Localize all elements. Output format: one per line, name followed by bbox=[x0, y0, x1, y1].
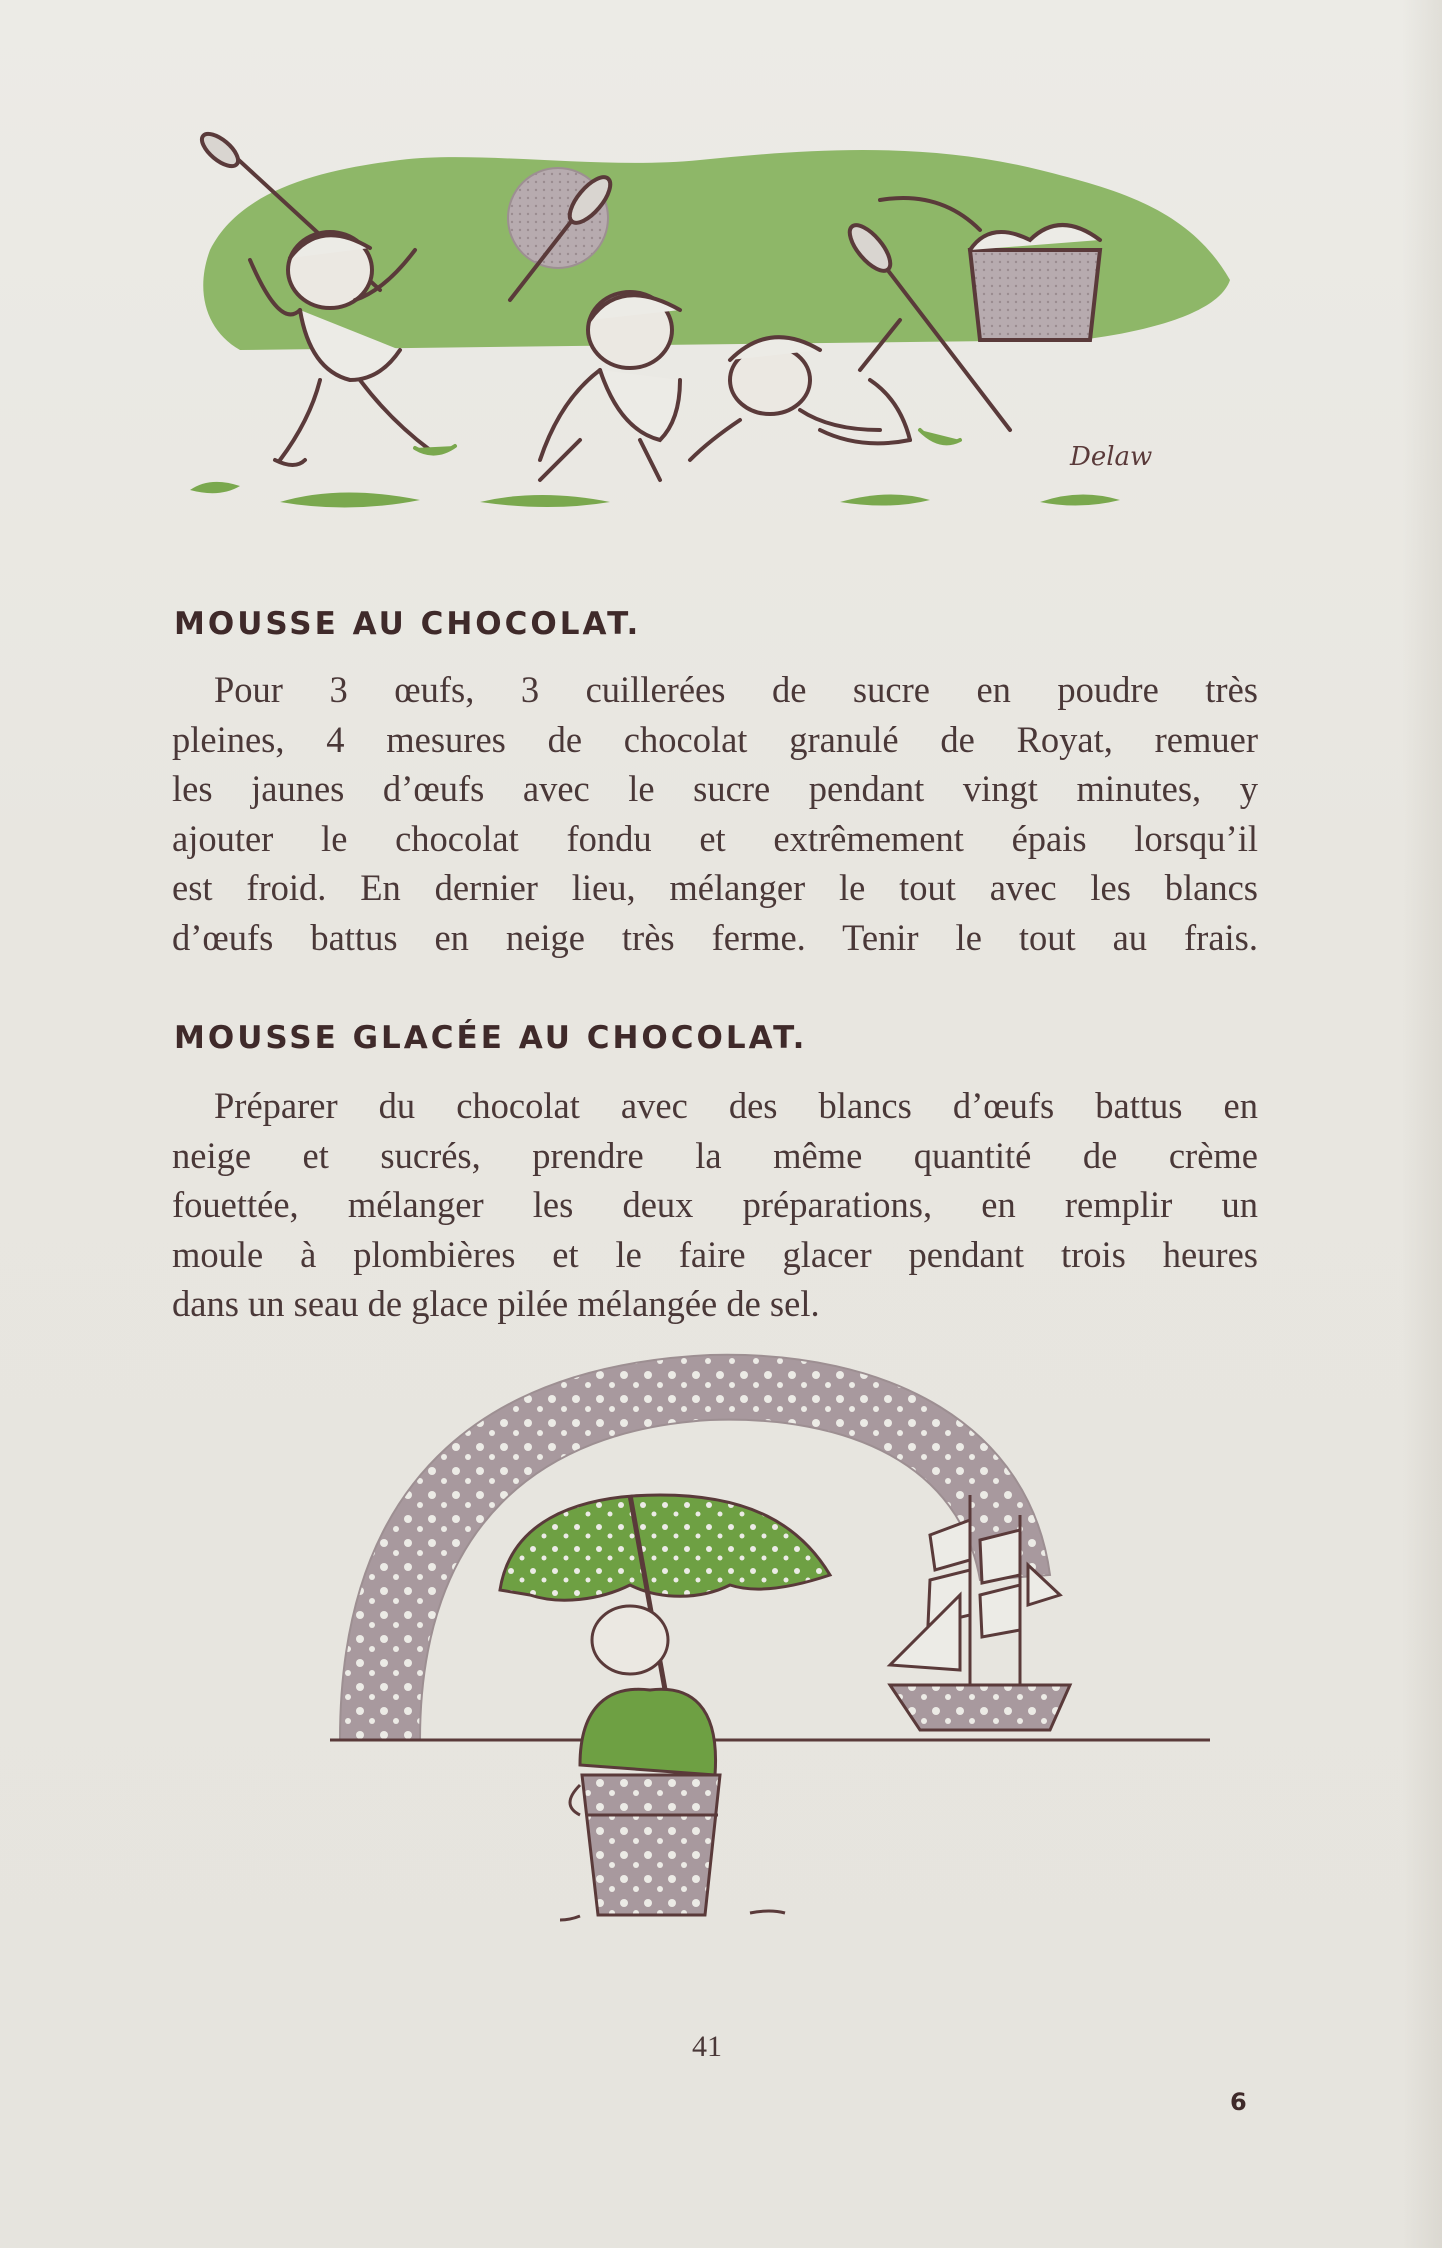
ground-patch bbox=[190, 482, 240, 493]
recipe-body bbox=[172, 1081, 1258, 1329]
signature-number: 6 bbox=[1230, 2088, 1247, 2116]
ground-patch bbox=[840, 494, 930, 505]
bucket bbox=[570, 1775, 720, 1915]
ground-mark bbox=[750, 1911, 785, 1913]
ground-patch bbox=[480, 495, 610, 507]
recipe-line: d’œufs battus en neige très ferme. Tenir le tout au frais. bbox=[172, 916, 1258, 958]
page-number: 41 bbox=[692, 2030, 722, 2063]
recipe-line: pleines, 4 mesures de chocolat granulé de Royat, remuer bbox=[172, 718, 1258, 760]
recipe-line: Pour 3 œufs, 3 cuillerées de sucre en poudre très bbox=[214, 669, 1258, 710]
children-with-spoons-illustration bbox=[180, 130, 1260, 550]
recipe-line: moule à plombières et le faire glacer pendant trois heures bbox=[172, 1233, 1258, 1275]
recipe-title: MOUSSE GLACÉE AU CHOCOLAT. bbox=[174, 1020, 808, 1056]
recipe-line: fouettée, mélanger les deux préparations, en remplir un bbox=[172, 1184, 1258, 1225]
recipe-line: est froid. En dernier lieu, mélanger le tout avec les blancs bbox=[172, 867, 1258, 908]
recipe-title: MOUSSE AU CHOCOLAT. bbox=[174, 606, 642, 642]
recipe-line: ajouter le chocolat fondu et extrêmement épais lorsqu’il bbox=[172, 817, 1258, 859]
green-umbrella bbox=[500, 1495, 830, 1600]
recipe-body bbox=[172, 665, 1258, 962]
ground-patch bbox=[280, 492, 420, 507]
recipe-line: les jaunes d’œufs avec le sucre pendant vingt minutes, y bbox=[172, 768, 1258, 809]
recipe-line: neige et sucrés, prendre la même quantité de crème bbox=[172, 1134, 1258, 1176]
recipe-line: Préparer du chocolat avec des blancs d’œufs battus en bbox=[214, 1085, 1258, 1126]
recipe-line: dans un seau de glace pilée mélangée de sel. bbox=[172, 1283, 820, 1324]
child-in-bucket-illustration bbox=[330, 1345, 1230, 2005]
ground-patch bbox=[1040, 494, 1120, 505]
child-with-umbrella bbox=[580, 1606, 716, 1775]
artist-signature: Delaw bbox=[1070, 442, 1153, 472]
page-edge-shadow bbox=[1402, 0, 1442, 2248]
ground-mark bbox=[560, 1916, 580, 1920]
